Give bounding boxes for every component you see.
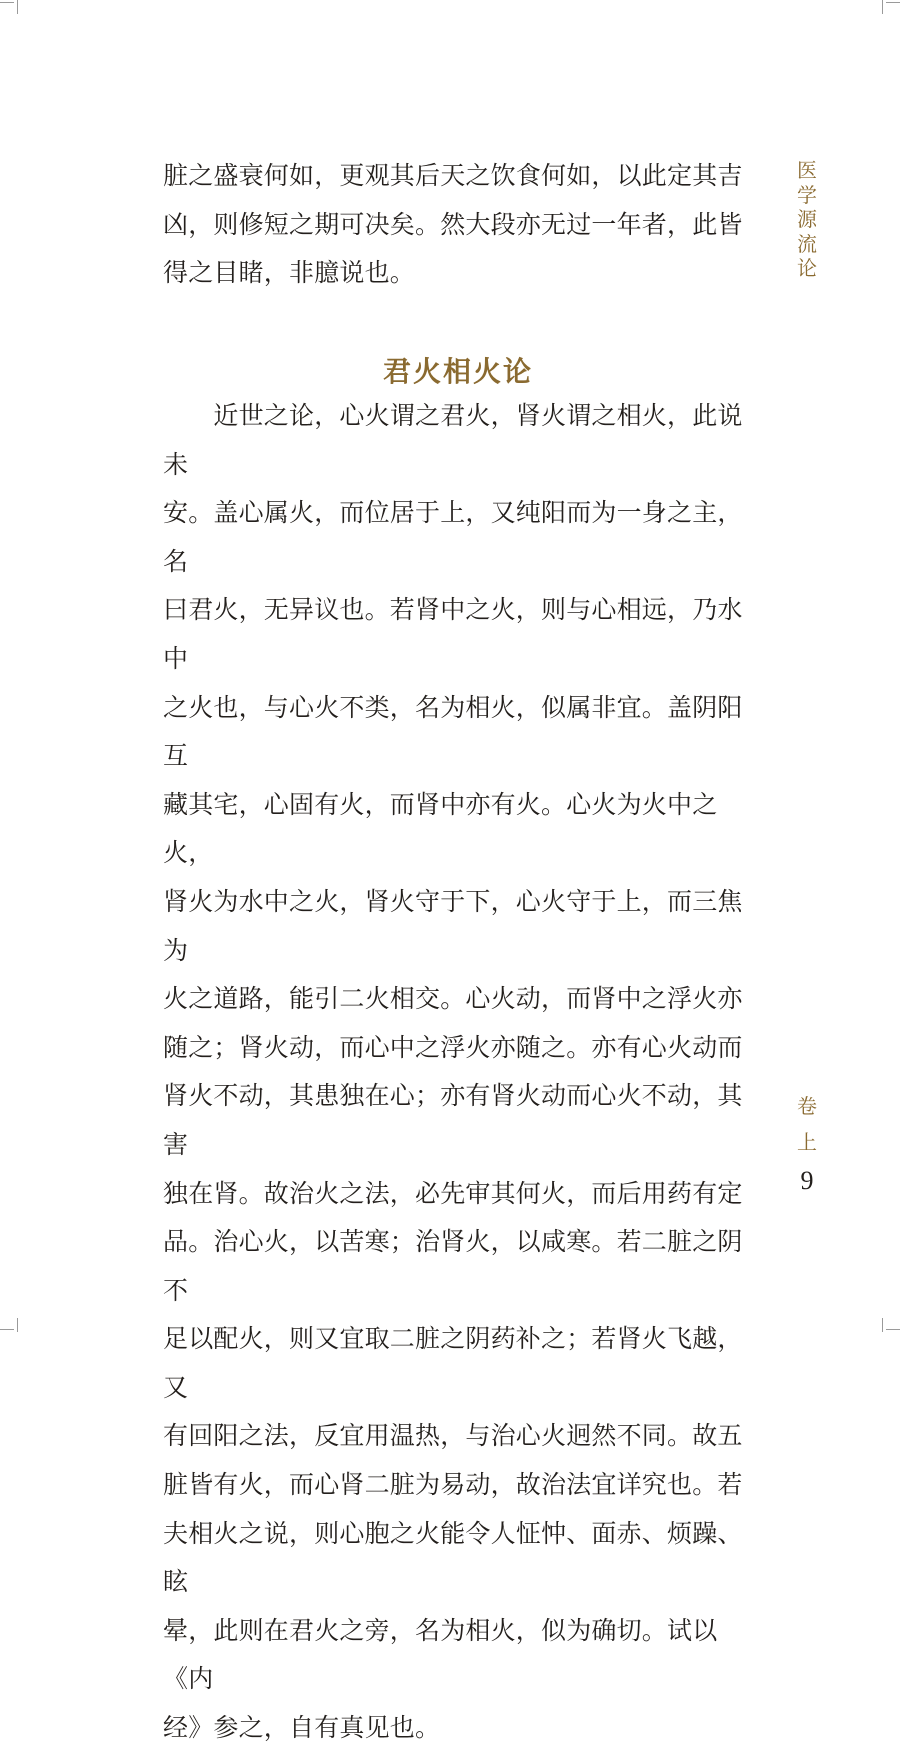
crop-mark-bottom-left-vertical: [17, 1318, 18, 1332]
main-paragraph: 近世之论，心火谓之君火，肾火谓之相火，此说未 安。盖心属火，而位居于上，又纯阳而为一身之主，名 曰君火，无异议也。若肾中之火，则与心相远，乃水中 之火也，与心火不类，名为相火，似属非宜。盖阴阳互 藏其宅，心固有火，而肾中亦有火。心火为火中之火， 肾火为水中之火，肾火守于下，心火守于上，而三焦为 火之道路，能引二火相交。心火动，而肾中之浮火亦 随之；肾火动，而心中之浮火亦随之。亦有心火动而 肾火不动，其患独在心；亦有肾火动而心火不动，其害 独在肾。故治火之法，必先审其何火，而后用药有定 品。治心火，以苦寒；治肾火，以咸寒。若二脏之阴不 足以配火，则又宜取二脏之阴药补之；若肾火飞越，又 有回阳之法，反宜用温热，与治心火迥然不同。故五 脏皆有火，而心肾二脏为易动，故治法宜详究也。若 夫相火之说，则心胞之火能令人怔忡、面赤、烦躁、眩 晕，此则在君火之旁，名为相火，似为确切。试以《内 经》参之，自有真见也。: [163, 401, 743, 1743]
crop-mark-bottom-right-horizontal: [886, 1329, 900, 1330]
crop-mark-bottom-left-horizontal: [0, 1329, 14, 1330]
continuation-paragraph: 脏之盛衰何如，更观其后天之饮食何如，以此定其吉 凶，则修短之期可决矣。然大段亦无过一年者，此皆 得之目睹，非臆说也。: [163, 161, 743, 288]
crop-mark-top-right-horizontal: [886, 2, 900, 3]
running-book-title: 医 学 源 流 论: [797, 158, 817, 280]
crop-mark-top-right-vertical: [882, 0, 883, 14]
crop-mark-top-left-vertical: [17, 0, 18, 14]
section-title: 君火相火论: [382, 355, 533, 388]
running-volume-label: 卷 上: [797, 1094, 817, 1154]
crop-mark-bottom-right-vertical: [882, 1318, 883, 1332]
page-number: 9: [800, 1166, 814, 1195]
crop-mark-top-left-horizontal: [0, 2, 14, 3]
